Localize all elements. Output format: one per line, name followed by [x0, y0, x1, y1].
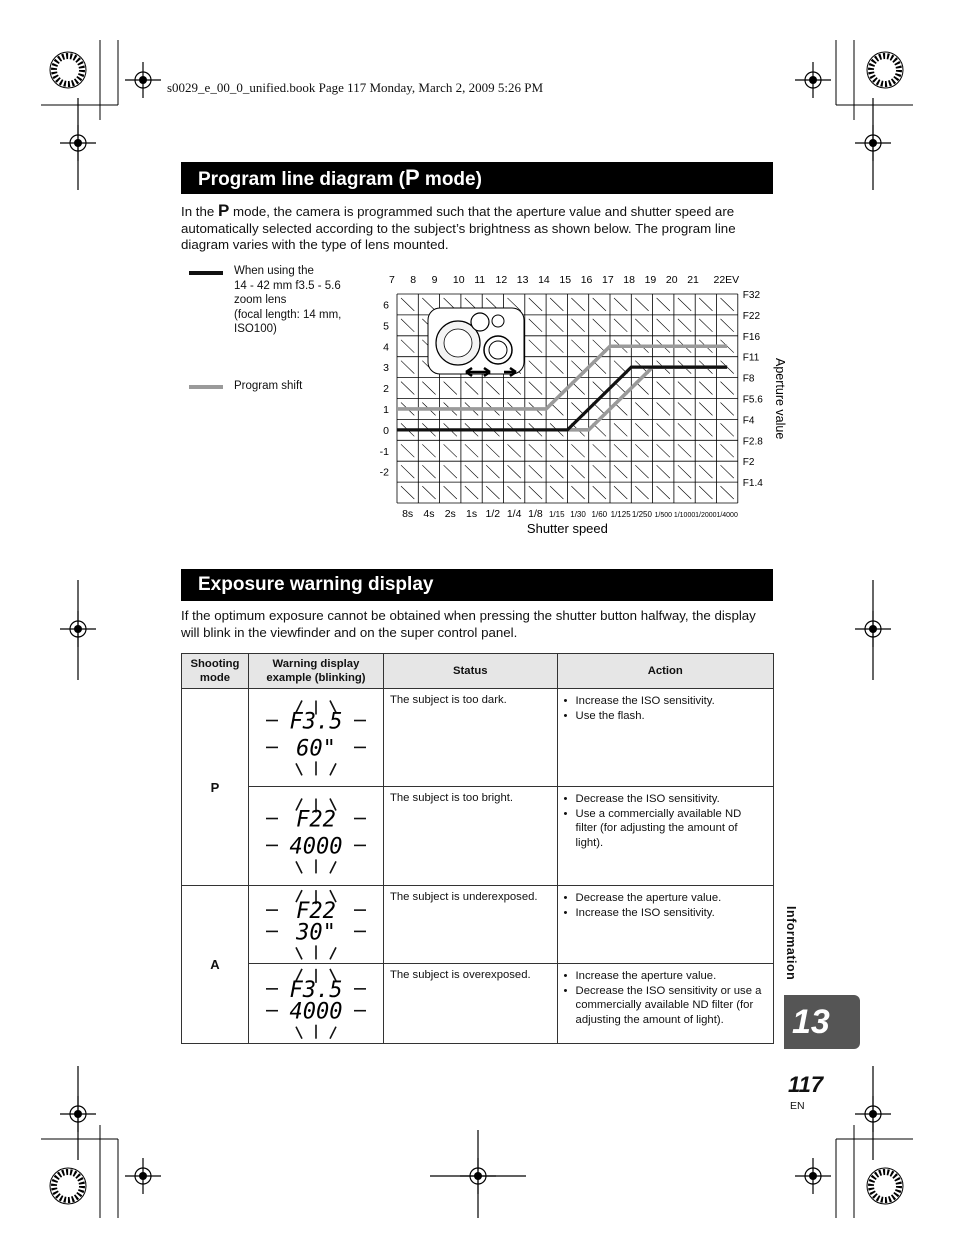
ev-diagonal	[401, 382, 414, 395]
ev-diagonal	[508, 486, 521, 499]
ev-diagonal	[635, 465, 648, 478]
ev-diagonal	[635, 319, 648, 332]
legend-line-4: (focal length: 14 mm,	[234, 308, 342, 321]
display-cell	[248, 886, 383, 964]
ev-diagonal	[529, 319, 542, 332]
action-cell	[557, 964, 773, 1044]
blink-ray	[330, 947, 336, 959]
ev-diagonal	[699, 298, 712, 311]
ev-diagonal	[529, 340, 542, 353]
ev-diagonal	[699, 382, 712, 395]
shutter-tick-label: 1/125	[610, 510, 631, 519]
ev-diagonal	[699, 423, 712, 436]
ev-diagonal	[465, 465, 478, 478]
aperture-tick-label: F8	[742, 373, 755, 385]
shutter-tick-label: 4s	[423, 508, 435, 520]
blink-ray	[330, 1027, 336, 1039]
ev-diagonal	[486, 465, 499, 478]
ev-diagonal	[678, 486, 691, 499]
ev-diagonal	[422, 444, 435, 457]
ev-diagonal	[678, 382, 691, 395]
status-cell: The subject is underexposed.	[383, 886, 557, 964]
ev-diagonal	[593, 319, 606, 332]
legend-program-shift-swatch	[189, 385, 223, 389]
ev-diagonal	[699, 403, 712, 416]
ev-diagonal	[657, 298, 670, 311]
ev-diagonal	[401, 465, 414, 478]
lcd-shutter-value: 60"	[296, 736, 336, 762]
action-item: • Use the flash.	[576, 709, 765, 724]
lcd-shutter-value: 30"	[296, 920, 336, 946]
ev-tick-label: 9	[431, 274, 438, 286]
ev-diagonal	[614, 465, 627, 478]
status-cell: The subject is too dark.	[383, 689, 557, 787]
ev-diagonal	[593, 465, 606, 478]
ev-diagonal	[465, 382, 478, 395]
ev-diagonal	[657, 423, 670, 436]
program-line-chart	[370, 268, 787, 536]
left-axis-tick-label: 0	[383, 424, 389, 437]
lcd-shutter-value: 4000	[289, 834, 343, 860]
shutter-tick-label: 1/30	[570, 510, 586, 519]
shutter-tick-label: 2s	[444, 508, 456, 520]
ev-tick-label: 13	[516, 274, 529, 286]
ev-diagonal	[401, 444, 414, 457]
ev-diagonal	[614, 319, 627, 332]
ev-diagonal	[550, 340, 563, 353]
ev-tick-label: 17	[602, 274, 614, 286]
ev-diagonal	[571, 298, 584, 311]
ev-diagonal	[614, 298, 627, 311]
ev-diagonal	[444, 382, 457, 395]
y-axis-label: Aperture value	[772, 358, 787, 440]
legend-line-3: zoom lens	[234, 294, 287, 306]
col-action: Action	[557, 654, 773, 689]
ev-diagonal	[699, 486, 712, 499]
ev-diagonal	[401, 361, 414, 374]
ev-diagonal	[444, 465, 457, 478]
mode-cell-a: A	[182, 886, 249, 1044]
ev-diagonal	[593, 444, 606, 457]
shutter-tick-label: 1/2000	[695, 512, 717, 519]
lcd-display-blinking	[249, 689, 383, 785]
blink-ray	[296, 947, 302, 959]
ev-tick-label: 20	[665, 274, 678, 286]
ev-diagonal	[571, 340, 584, 353]
ev-diagonal	[571, 319, 584, 332]
ev-diagonal	[422, 382, 435, 395]
legend-line-5: ISO100)	[234, 323, 277, 335]
legend-program-line-swatch	[189, 271, 223, 275]
ev-diagonal	[678, 319, 691, 332]
ev-diagonal	[550, 298, 563, 311]
ev-diagonal	[529, 298, 542, 311]
lcd-display-blinking	[249, 787, 383, 883]
ev-tick-label: 11	[474, 274, 486, 286]
action-item: • Decrease the aperture value.	[576, 891, 765, 906]
left-axis-tick-label: 5	[383, 320, 389, 333]
ev-diagonal	[529, 361, 542, 374]
section-title-prefix: Program line diagram (	[198, 169, 405, 190]
ev-tick-label: 18	[623, 274, 635, 286]
shutter-tick-label: 1/500	[654, 512, 673, 519]
aperture-tick-label: F4	[742, 415, 755, 427]
mode-dial-inner	[444, 329, 472, 357]
action-item: • Increase the ISO sensitivity.	[576, 906, 765, 921]
ev-diagonal	[721, 486, 734, 499]
ev-diagonal	[529, 444, 542, 457]
left-axis-tick-label: 4	[383, 341, 389, 354]
ev-diagonal	[678, 298, 691, 311]
display-cell	[248, 964, 383, 1044]
ev-diagonal	[550, 319, 563, 332]
ev-diagonal	[550, 444, 563, 457]
shutter-tick-label: 1/4000	[716, 512, 738, 519]
left-axis-tick-label: 6	[383, 299, 389, 312]
aperture-tick-label: F22	[742, 310, 761, 322]
left-axis-tick-label: 1	[383, 403, 389, 416]
ev-diagonal	[657, 403, 670, 416]
ev-diagonal	[614, 486, 627, 499]
intro-suffix: mode, the camera is programmed such that the aperture value and shutter speed are automatically selected according to the subject’s brightness as shown below. The program line diagram varies with the type of lens mounted.	[181, 204, 736, 252]
action-item: • Increase the aperture value.	[576, 969, 765, 984]
ev-diagonal	[657, 486, 670, 499]
ev-diagonal	[699, 465, 712, 478]
page-number: 117	[788, 1072, 824, 1097]
col-status: Status	[383, 654, 557, 689]
ev-diagonal	[614, 444, 627, 457]
ev-diagonal	[486, 382, 499, 395]
legend-line-2: 14 - 42 mm f3.5 - 5.6	[234, 279, 341, 292]
col-warning-display: Warning display example (blinking)	[248, 654, 383, 689]
mode-cell-p: P	[182, 689, 249, 886]
legend-program-line-text	[234, 264, 341, 337]
blink-ray	[296, 763, 302, 775]
legend-program-shift-text: Program shift	[234, 380, 303, 392]
ev-tick-label: 8	[410, 274, 417, 286]
ev-tick-label: 16	[580, 274, 593, 286]
ev-diagonal	[508, 444, 521, 457]
x-axis-label: Shutter speed	[526, 521, 608, 536]
page-language: EN	[790, 1100, 805, 1112]
ev-diagonal	[550, 486, 563, 499]
print-header-note: s0029_e_00_0_unified.book Page 117 Monday, March 2, 2009 5:26 PM	[167, 80, 544, 95]
status-cell: The subject is overexposed.	[383, 964, 557, 1044]
table-row	[182, 964, 774, 1044]
shutter-tick-label: 1/60	[591, 510, 608, 519]
ev-diagonal	[571, 465, 584, 478]
shutter-tick-label: 1s	[466, 508, 478, 520]
left-axis-tick-label: -2	[379, 466, 389, 479]
ev-diagonal	[635, 403, 648, 416]
aperture-tick-label: F2	[742, 457, 755, 469]
table-row	[182, 886, 774, 964]
exposure-warning-table	[181, 653, 774, 1044]
ev-tick-label: 15	[559, 274, 572, 286]
action-item: • Decrease the ISO sensitivity or use a commercially available ND filter (for adjusting the amount of light).	[576, 984, 765, 1028]
shutter-tick-label: 1/2	[485, 508, 501, 520]
ev-diagonal	[699, 444, 712, 457]
display-cell	[248, 689, 383, 787]
ev-diagonal	[657, 444, 670, 457]
aperture-tick-label: F5.6	[742, 394, 763, 406]
ev-diagonal	[465, 486, 478, 499]
ev-diagonal	[657, 382, 670, 395]
ev-tick-label: 12	[495, 274, 508, 286]
ev-diagonal	[444, 486, 457, 499]
ev-diagonal	[657, 465, 670, 478]
ev-diagonal	[486, 486, 499, 499]
ev-diagonal	[571, 444, 584, 457]
ev-diagonal	[721, 382, 734, 395]
ev-diagonal	[721, 403, 734, 416]
ev-tick-label: 10	[452, 274, 465, 286]
ev-diagonal	[401, 319, 414, 332]
ev-diagonal	[422, 486, 435, 499]
table-header-row	[182, 654, 774, 689]
ev-diagonal	[550, 361, 563, 374]
left-axis-tick-label: 2	[383, 383, 389, 396]
section-title-program-line	[181, 162, 773, 194]
ev-tick-label: 21	[687, 274, 699, 286]
lcd-display-blinking	[249, 964, 383, 1042]
ev-tick-label: 7	[389, 274, 395, 286]
blink-ray	[330, 763, 336, 775]
legend-line-1: When using the	[234, 265, 314, 277]
ev-diagonal	[465, 444, 478, 457]
ev-diagonal	[678, 403, 691, 416]
aperture-tick-label: F16	[742, 331, 761, 343]
ev-diagonal	[422, 465, 435, 478]
p-mode-glyph: P	[404, 165, 420, 190]
small-button	[492, 315, 504, 327]
table-row	[182, 689, 774, 787]
action-cell	[557, 886, 773, 964]
ev-diagonal	[593, 298, 606, 311]
ev-diagonal	[678, 465, 691, 478]
ev-diagonal	[508, 465, 521, 478]
ev-diagonal	[678, 444, 691, 457]
ev-diagonal	[529, 382, 542, 395]
ev-diagonal	[635, 486, 648, 499]
action-cell	[557, 689, 773, 787]
ev-diagonal	[529, 465, 542, 478]
ev-diagonal	[571, 486, 584, 499]
ev-tick-label: 19	[644, 274, 657, 286]
ev-diagonal	[721, 465, 734, 478]
shutter-tick-label: 1/4	[506, 508, 522, 520]
ev-diagonal	[550, 465, 563, 478]
lcd-aperture-value: F22	[296, 899, 336, 925]
ev-diagonal	[699, 319, 712, 332]
aperture-tick-label: F1.4	[742, 478, 763, 490]
aperture-tick-label: F2.8	[742, 436, 763, 448]
ev-tick-label: 22EV	[713, 274, 740, 286]
shutter-tick-label: 1/250	[631, 510, 652, 519]
exposure-warning-intro: If the optimum exposure cannot be obtained when pressing the shutter button halfway, the display will blink in the viewfinder and on the super control panel.	[181, 608, 756, 640]
blink-ray	[296, 1027, 302, 1039]
ev-diagonal	[721, 298, 734, 311]
table-row	[182, 787, 774, 886]
intro-prefix: In the	[181, 204, 218, 219]
lcd-shutter-value: 4000	[289, 999, 343, 1025]
ev-diagonal	[444, 444, 457, 457]
left-axis-tick-label: -1	[379, 445, 389, 458]
status-cell: The subject is too bright.	[383, 787, 557, 886]
lcd-aperture-value: F3.5	[289, 709, 343, 735]
ev-diagonal	[508, 382, 521, 395]
shutter-tick-label: 1/8	[528, 508, 543, 520]
ev-diagonal	[401, 340, 414, 353]
p-mode-inline: P	[217, 201, 230, 220]
lcd-aperture-value: F22	[296, 807, 336, 833]
ev-diagonal	[635, 423, 648, 436]
sidebar-section-label: Information	[784, 906, 798, 981]
aperture-tick-label: F32	[742, 290, 761, 301]
action-item: • Decrease the ISO sensitivity.	[576, 792, 765, 807]
control-dial-inner	[489, 341, 507, 359]
ev-diagonal	[678, 423, 691, 436]
action-item: • Use a commercially available ND filter (for adjusting the amount of light).	[576, 807, 765, 851]
ev-diagonal	[721, 319, 734, 332]
ev-diagonal	[635, 298, 648, 311]
lcd-display-blinking	[249, 886, 383, 962]
ev-diagonal	[657, 319, 670, 332]
ev-diagonal	[422, 298, 435, 311]
left-axis-tick-label: 3	[383, 362, 389, 375]
action-cell	[557, 787, 773, 886]
shutter-tick-label: 8s	[402, 508, 414, 520]
program-line-intro	[181, 203, 781, 254]
ev-diagonal	[635, 444, 648, 457]
ev-tick-label: 14	[538, 274, 550, 286]
ev-diagonal	[614, 423, 627, 436]
ev-diagonal	[401, 486, 414, 499]
section-title-suffix: mode)	[419, 169, 482, 190]
ev-diagonal	[486, 444, 499, 457]
shutter-tick-label: 1/15	[548, 510, 565, 519]
ev-diagonal	[721, 423, 734, 436]
lcd-aperture-value: F3.5	[289, 977, 343, 1003]
chapter-tab: 13	[784, 995, 860, 1049]
action-item: • Increase the ISO sensitivity.	[576, 694, 765, 709]
display-cell	[248, 787, 383, 886]
shutter-button	[471, 313, 489, 331]
ev-diagonal	[401, 298, 414, 311]
shutter-tick-label: 1/1000	[673, 512, 696, 519]
aperture-tick-label: F11	[742, 352, 760, 364]
ev-diagonal	[593, 486, 606, 499]
blink-ray	[330, 861, 336, 873]
section-title-exposure-warning: Exposure warning display	[181, 569, 773, 601]
col-shooting-mode: Shooting mode	[182, 654, 249, 689]
blink-ray	[296, 861, 302, 873]
ev-diagonal	[529, 486, 542, 499]
ev-diagonal	[721, 444, 734, 457]
camera-dial-illustration	[428, 308, 524, 376]
